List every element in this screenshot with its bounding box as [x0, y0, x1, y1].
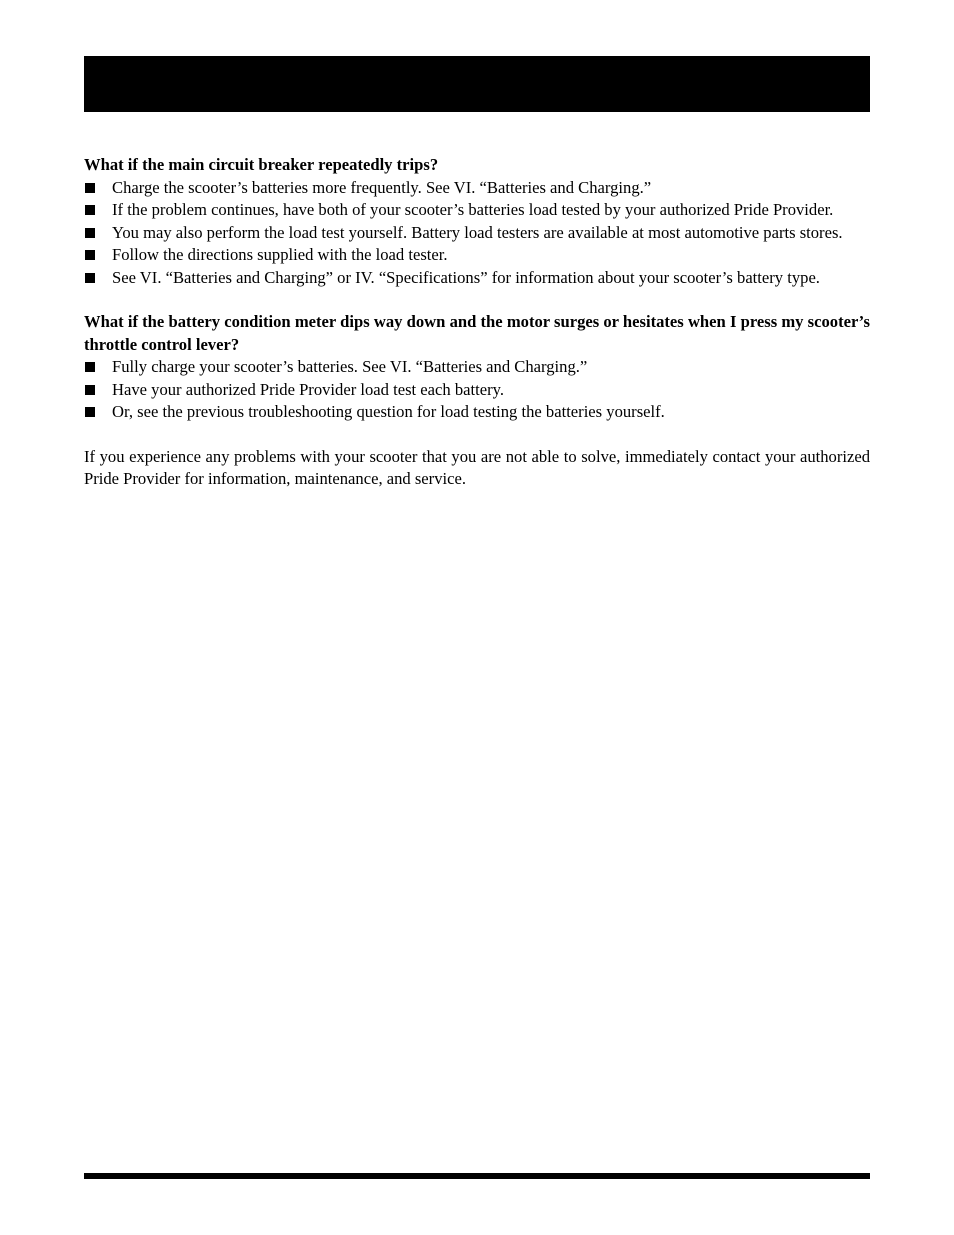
list-item — [84, 222, 870, 245]
list-item-text: Fully charge your scooter’s batteries. See VI. “Batteries and Charging.” — [112, 357, 588, 376]
question-heading: What if the main circuit breaker repeatedly trips? — [84, 155, 439, 174]
list-item-text: Have your authorized Pride Provider load test each battery. — [112, 379, 504, 399]
list-item-text: Charge the scooter’s batteries more frequently. See VI. “Batteries and Charging.” — [112, 177, 652, 197]
question-heading: What if the battery condition meter dips way down and the motor surges or hesitates when I press my scooter’s throttle control lever? — [84, 312, 870, 354]
square-bullet-icon — [85, 362, 95, 372]
square-bullet-icon — [85, 407, 95, 417]
header-bar — [84, 56, 870, 112]
square-bullet-icon — [85, 183, 95, 193]
page-content — [84, 154, 870, 491]
list-item-text: You may also perform the load test yourself. Battery load testers are available at most automotive parts stores. — [112, 222, 843, 242]
list-item — [84, 177, 870, 200]
list-item — [84, 244, 870, 267]
section-spacer — [84, 289, 870, 311]
square-bullet-icon — [85, 205, 95, 215]
square-bullet-icon — [85, 385, 95, 395]
section-spacer — [84, 424, 870, 446]
bullet-list — [84, 356, 870, 424]
square-bullet-icon — [85, 250, 95, 260]
list-item — [84, 356, 870, 379]
footer-rule — [84, 1173, 870, 1179]
bullet-list — [84, 177, 870, 290]
list-item — [84, 401, 870, 424]
list-item-text: Follow the directions supplied with the load tester. — [112, 245, 448, 264]
list-item — [84, 379, 870, 402]
list-item-text: Or, see the previous troubleshooting question for load testing the batteries yourself. — [112, 402, 665, 421]
list-item — [84, 199, 870, 222]
list-item-text: See VI. “Batteries and Charging” or IV. “Specifications” for information about your scooter’s battery type. — [112, 267, 820, 287]
list-item — [84, 267, 870, 290]
closing-paragraph: If you experience any problems with your scooter that you are not able to solve, immediately contact your authorized Pride Provider for information, maintenance, and service. — [84, 446, 870, 488]
list-item-text: If the problem continues, have both of your scooter’s batteries load tested by your authorized Pride Provider. — [112, 200, 834, 219]
square-bullet-icon — [85, 273, 95, 283]
square-bullet-icon — [85, 228, 95, 238]
